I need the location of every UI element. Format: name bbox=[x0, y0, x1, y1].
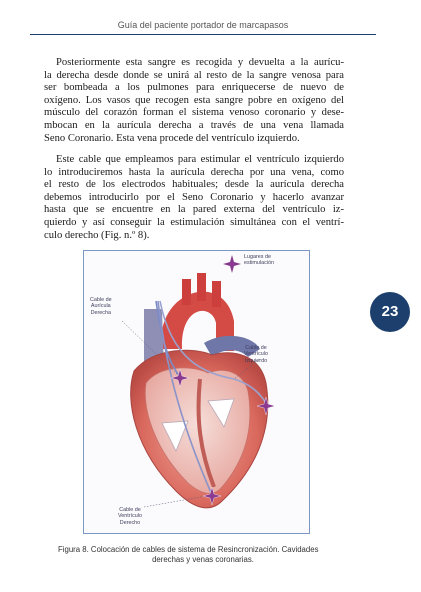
heart-illustration bbox=[84, 251, 309, 533]
page-number: 23 bbox=[381, 303, 399, 320]
text-line: músculo del corazón forman el sistema venoso coronario y dese- bbox=[44, 107, 344, 119]
lv-lead-label bbox=[244, 345, 268, 364]
text-line: Seno Coronario. Esta vena procede del ventrículo izquierdo. bbox=[44, 132, 300, 144]
text-line: Posteriormente esta sangre es recogida y devuelta a la aurícu- bbox=[56, 57, 344, 68]
legend-line: estimulación bbox=[244, 260, 274, 267]
rv-lead-label bbox=[118, 507, 142, 526]
label-line: Derecha bbox=[90, 309, 111, 316]
text-line: oxígeno. Los vasos que recogen esta sangre pobre en oxígeno del bbox=[44, 94, 344, 106]
heart-figure bbox=[83, 250, 310, 534]
legend-line: Lugares de bbox=[244, 254, 271, 260]
label-line: Ventrículo bbox=[118, 513, 142, 520]
text-line: mbocan en la aurícula derecha a través de una vena llamada bbox=[44, 119, 344, 131]
aortic-branch bbox=[197, 273, 206, 301]
label-line: Cable de bbox=[119, 507, 141, 513]
text-line: Este cable que empleamos para estimular el ventrículo izquierdo bbox=[56, 154, 344, 165]
running-title: Guía del paciente portador de marcapasos bbox=[117, 20, 289, 30]
aortic-branch bbox=[182, 279, 191, 305]
figure-caption bbox=[30, 545, 376, 565]
label-line: Izquierdo bbox=[244, 357, 268, 364]
label-line: Aurícula bbox=[90, 303, 111, 310]
label-line: Derecho bbox=[119, 519, 141, 526]
page-number-badge bbox=[370, 292, 410, 332]
text-line: quierdo y así conseguir la estimulación simultánea con el ventrí- bbox=[44, 216, 344, 228]
aortic-branch bbox=[212, 281, 221, 307]
label-line: Cable de bbox=[90, 297, 112, 303]
caption-line: Figura 8. Colocación de cables de sistema de Resincronización. Cavidades bbox=[58, 545, 319, 554]
caption-line: derechas y venas coronarias. bbox=[152, 555, 254, 564]
text-line: lo introduciremos hasta la aurícula derecha por una vena, como bbox=[44, 166, 344, 178]
paragraph-2 bbox=[44, 154, 344, 242]
text-line: debemos introducirlo por el Seno Coronario y hacerlo avanzar bbox=[44, 191, 344, 203]
text-line: la derecha desde donde se unirá al resto de la sangre venosa para bbox=[44, 69, 344, 81]
label-line: Cable de bbox=[245, 345, 267, 351]
text-line: ser bombeada a los pulmones para enriquecerse de nuevo de bbox=[44, 82, 344, 94]
label-line: Ventrículo bbox=[244, 351, 268, 358]
legend-label bbox=[244, 254, 274, 267]
text-line: culo derecho (Fig. n.º 8). bbox=[44, 229, 150, 241]
paragraph-1 bbox=[44, 57, 344, 145]
running-header bbox=[30, 18, 376, 35]
text-line: el resto de los electrodos habituales; desde la aurícula derecha bbox=[44, 179, 344, 191]
atrial-lead-label bbox=[90, 297, 112, 316]
text-line: hasta que se encuentre en la pared externa del ventrículo iz- bbox=[44, 204, 344, 216]
legend-star-icon bbox=[223, 255, 241, 273]
